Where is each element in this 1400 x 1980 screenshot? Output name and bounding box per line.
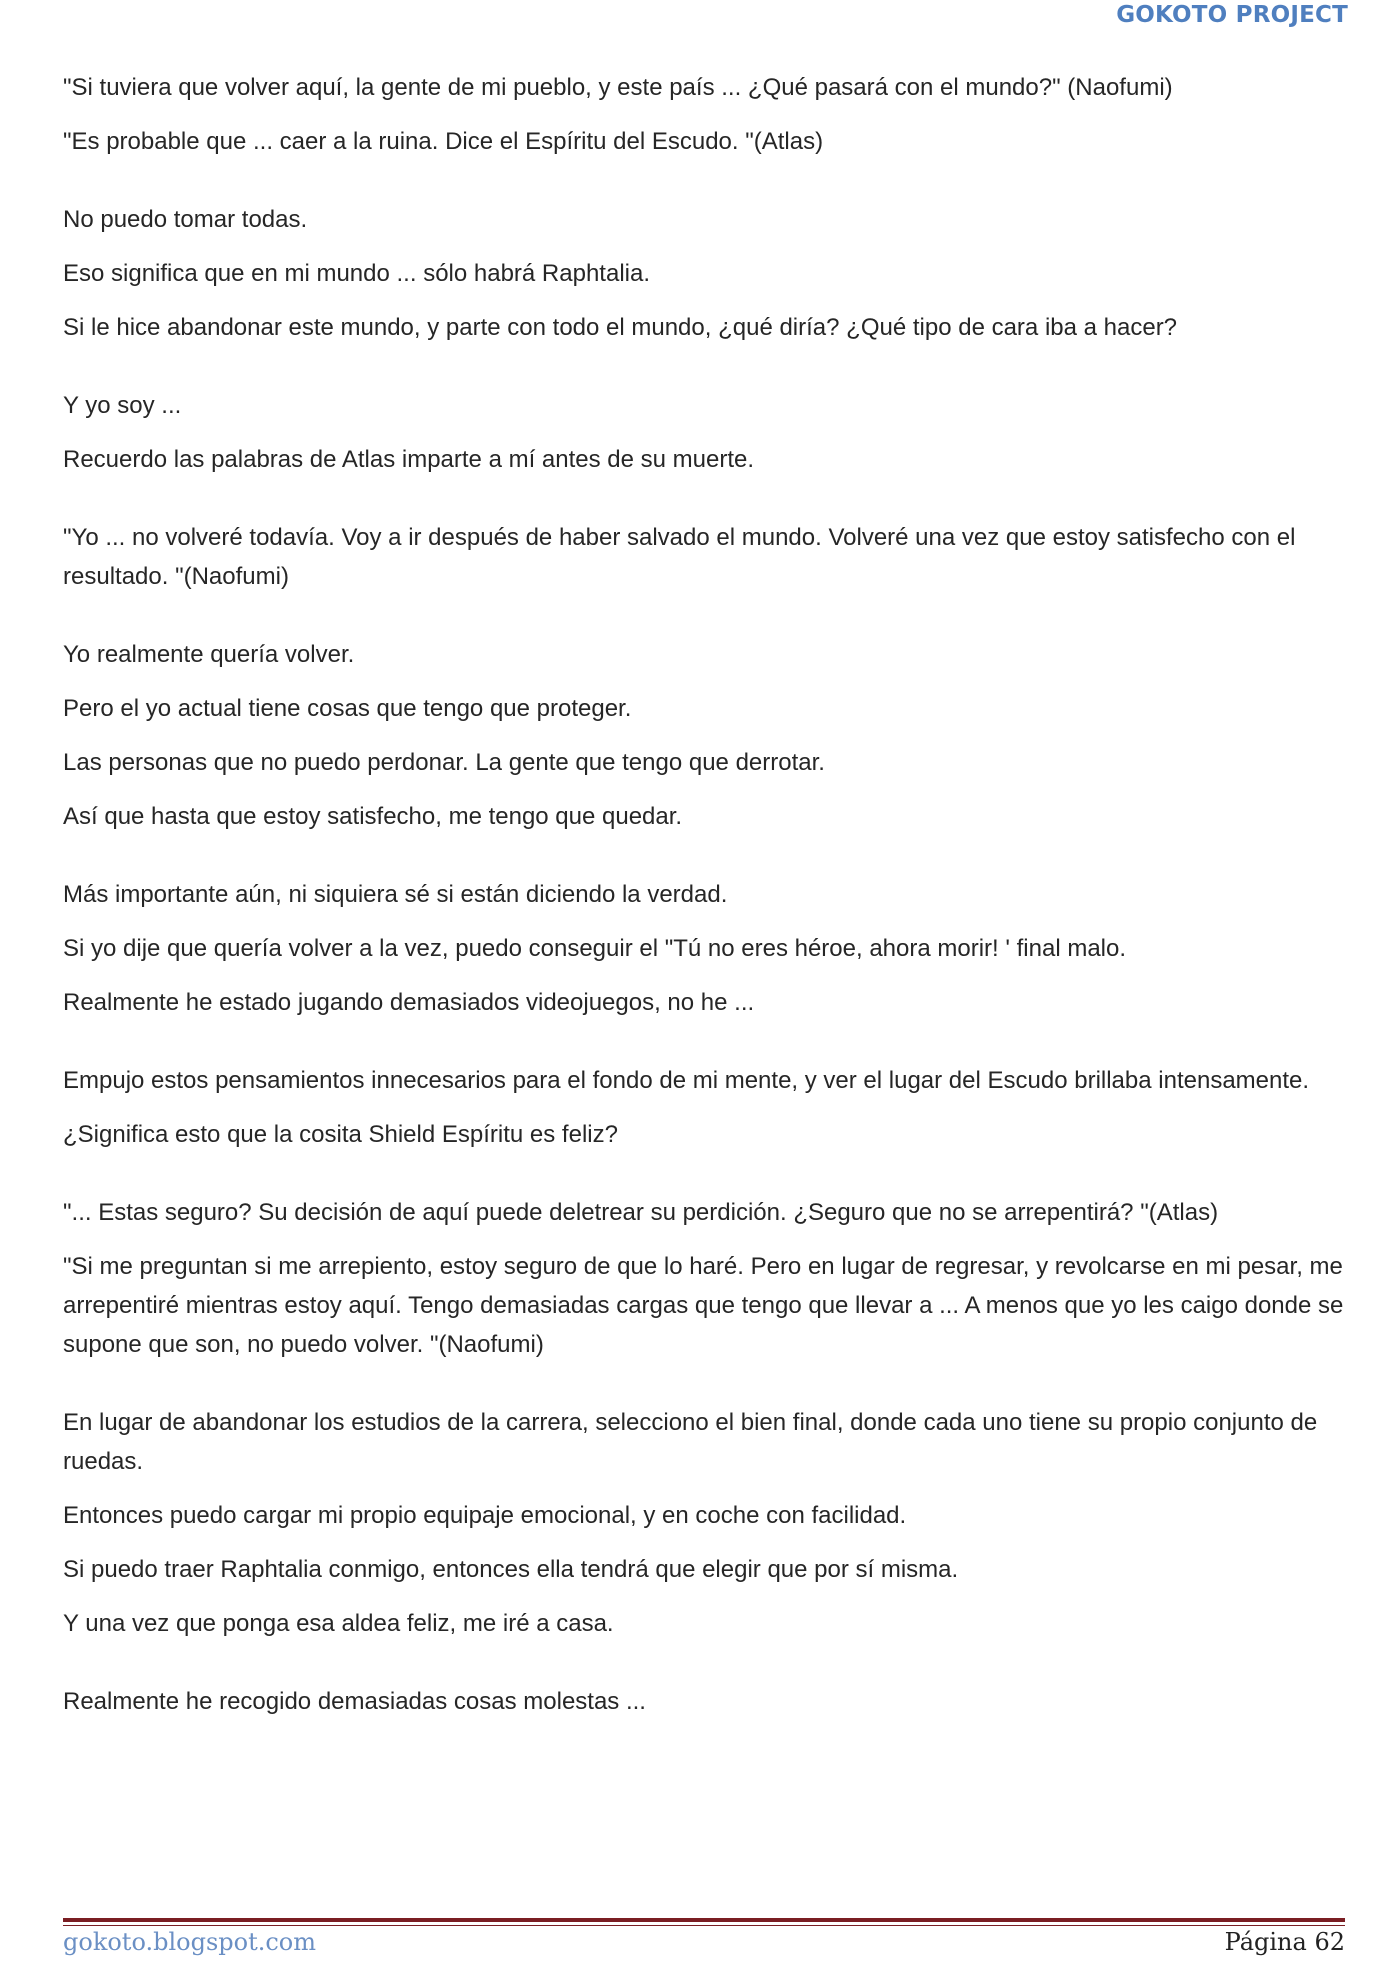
paragraph: Pero el yo actual tiene cosas que tengo que proteger. [63,695,632,722]
paragraph: Yo realmente quería volver. [63,641,355,668]
paragraph: En lugar de abandonar los estudios de la carrera, selecciono el bien final, donde cada uno tiene su propio conjunto de ruedas. [63,1409,1318,1475]
paragraph: Si le hice abandonar este mundo, y parte con todo el mundo, ¿qué diría? ¿Qué tipo de cara iba a hacer? [63,314,1178,341]
footer-site-url: gokoto.blogspot.com [63,1928,317,1956]
paragraph: Realmente he recogido demasiadas cosas molestas ... [63,1688,646,1715]
footer-rule-thin [63,1925,1345,1926]
paragraph: Más importante aún, ni siquiera sé si están diciendo la verdad. [63,881,728,908]
project-header: GOKOTO PROJECT [1116,2,1348,28]
paragraph: "Si me preguntan si me arrepiento, estoy seguro de que lo haré. Pero en lugar de regresar, y revolcarse en mi pesar, me arrepentiré mientras estoy aquí. Tengo demasiadas cargas que tengo que llevar a ... A menos que yo les caigo donde se supone que son, no puedo volver. "(Naofumi) [63,1253,1344,1358]
paragraph: Y yo soy ... [63,392,182,419]
footer-page-number: Página 62 [1224,1928,1345,1956]
paragraph: Empujo estos pensamientos innecesarios para el fondo de mi mente, y ver el lugar del Escudo brillaba intensamente. [63,1067,1310,1094]
paragraph: Eso significa que en mi mundo ... sólo habrá Raphtalia. [63,260,651,287]
paragraph: "Es probable que ... caer a la ruina. Dice el Espíritu del Escudo. "(Atlas) [63,128,824,155]
paragraph: Si yo dije que quería volver a la vez, puedo conseguir el "Tú no eres héroe, ahora morir! ' final malo. [63,935,1127,962]
paragraph: Recuerdo las palabras de Atlas imparte a mí antes de su muerte. [63,446,755,473]
paragraph: No puedo tomar todas. [63,206,308,233]
paragraph: Las personas que no puedo perdonar. La gente que tengo que derrotar. [63,749,825,776]
paragraph: "Yo ... no volveré todavía. Voy a ir después de haber salvado el mundo. Volveré una vez que estoy satisfecho con el resultado. "(Naofumi) [63,524,1296,590]
paragraph: Y una vez que ponga esa aldea feliz, me iré a casa. [63,1610,614,1637]
document-body [63,68,1353,1736]
paragraph: ¿Significa esto que la cosita Shield Espíritu es feliz? [63,1121,618,1148]
footer-rule-thick [63,1918,1345,1922]
paragraph: Así que hasta que estoy satisfecho, me tengo que quedar. [63,803,683,830]
paragraph: Si puedo traer Raphtalia conmigo, entonces ella tendrá que elegir que por sí misma. [63,1556,959,1583]
paragraph: Entonces puedo cargar mi propio equipaje emocional, y en coche con facilidad. [63,1502,907,1529]
paragraph: "Si tuviera que volver aquí, la gente de mi pueblo, y este país ... ¿Qué pasará con el mundo?" (Naofumi) [63,74,1173,101]
paragraph: "... Estas seguro? Su decisión de aquí puede deletrear su perdición. ¿Seguro que no se arrepentirá? "(Atlas) [63,1199,1219,1226]
paragraph: Realmente he estado jugando demasiados videojuegos, no he ... [63,989,755,1016]
